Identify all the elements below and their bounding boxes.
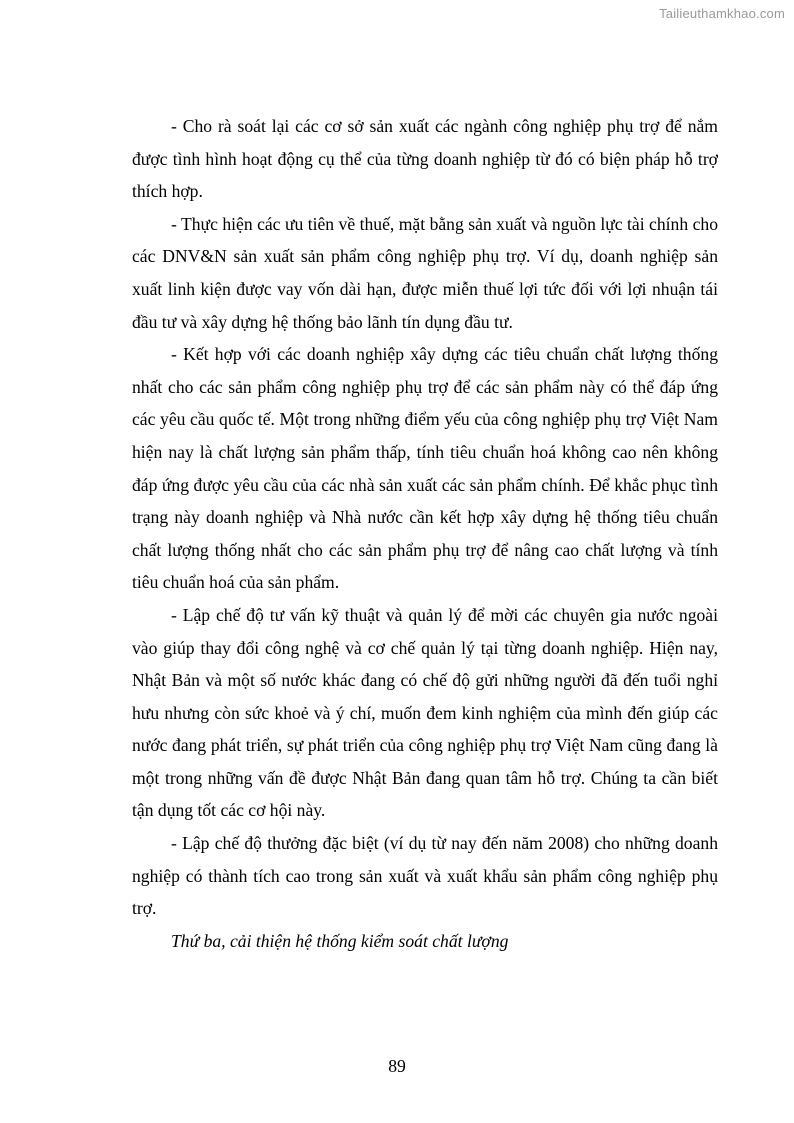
paragraph-special-reward: - Lập chế độ thưởng đặc biệt (ví dụ từ nay đến năm 2008) cho những doanh nghiệp có thành tích cao trong sản xuất và xuất khẩu sản phẩm công nghiệp phụ trợ. [132,833,718,919]
paragraph-tax-priorities: - Thực hiện các ưu tiên về thuế, mặt bằng sản xuất và nguồn lực tài chính cho các DNV&N sản xuất sản phẩm công nghiệp phụ trợ. Ví dụ, doanh nghiệp sản xuất linh kiện được vay vốn dài hạn, được miễn thuế lợi tức đối với lợi nhuận tái đầu tư và xây dựng hệ thống bảo lãnh tín dụng đầu tư. [132,213,718,332]
paragraph-quality-survey: - Cho rà soát lại các cơ sở sản xuất các ngành công nghiệp phụ trợ để nắm được tình hình hoạt động cụ thể của từng doanh nghiệp từ đó có biện pháp hỗ trợ thích hợp. [132,116,718,202]
watermark: Tailieuthamkhao.com [659,6,785,21]
paragraph-quality-standards: - Kết hợp với các doanh nghiệp xây dựng các tiêu chuẩn chất lượng thống nhất cho các sản phẩm công nghiệp phụ trợ để các sản phẩm này có thể đáp ứng các yêu cầu quốc tế. Một trong những điểm yếu của công nghiệp phụ trợ Việt Nam hiện nay là chất lượng sản phẩm thấp, tính tiêu chuẩn hoá không cao nên không đáp ứng được yêu cầu của các nhà sản xuất các sản phẩm chính. Để khắc phục tình trạng này doanh nghiệp và Nhà nước cần kết hợp xây dựng hệ thống tiêu chuẩn chất lượng thống nhất cho các sản phẩm phụ trợ để nâng cao chất lượng và tính tiêu chuẩn hoá của sản phẩm. [132,344,718,593]
document-body [132,110,718,957]
paragraph-technical-consulting: - Lập chế độ tư vấn kỹ thuật và quản lý để mời các chuyên gia nước ngoài vào giúp thay đổi công nghệ và cơ chế quản lý tại từng doanh nghiệp. Hiện nay, Nhật Bản và một số nước khác đang có chế độ gửi những người đã đến tuổi nghỉ hưu nhưng còn sức khoẻ và ý chí, muốn đem kinh nghiệm của mình đến giúp các nước đang phát triển, sự phát triển của công nghiệp phụ trợ Việt Nam cũng đang là một trong những vấn đề được Nhật Bản đang quan tâm hỗ trợ. Chúng ta cần biết tận dụng tốt các cơ hội này. [132,604,718,821]
page-number: 89 [388,1056,406,1076]
section-heading: Thứ ba, cải thiện hệ thống kiểm soát chất lượng [171,930,509,951]
